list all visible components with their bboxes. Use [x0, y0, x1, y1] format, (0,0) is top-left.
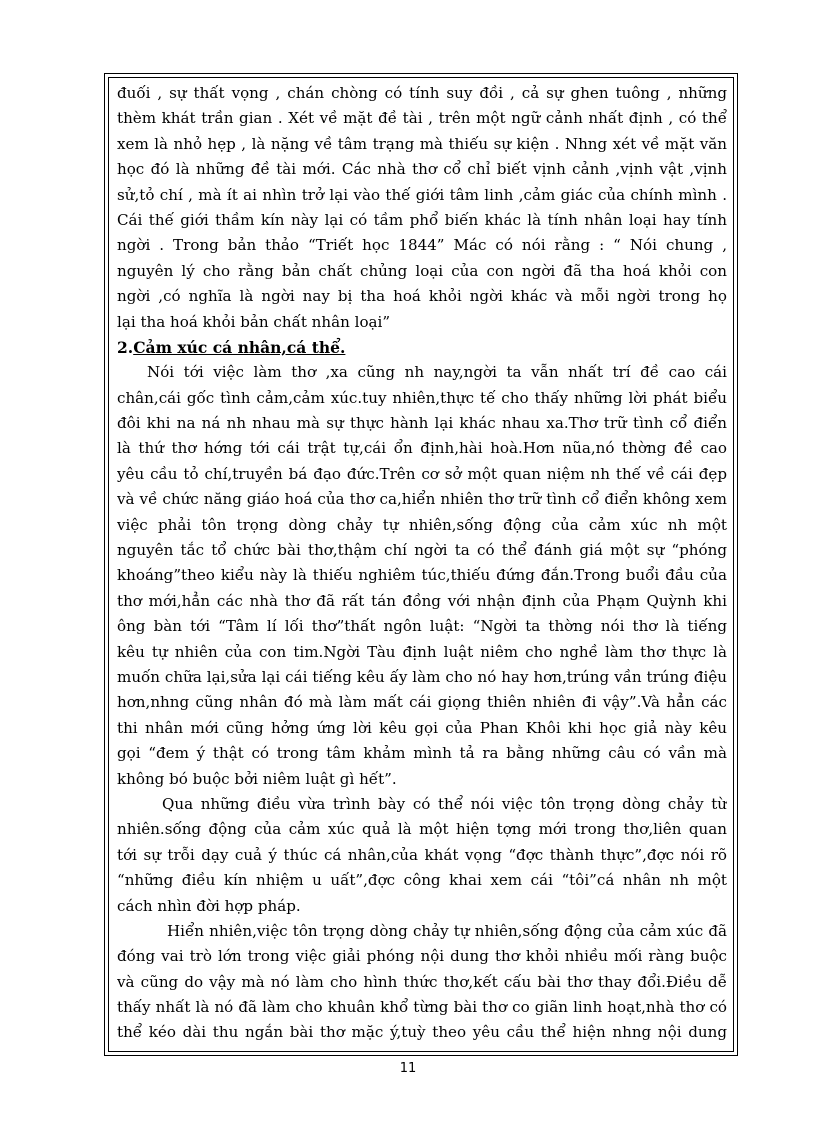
text-line: sử,tỏ chí , mà ít ai nhìn trở lại vào thế giới tâm linh ,cảm giác của chính mình . [117, 185, 727, 204]
paragraph-2 [117, 360, 727, 792]
paragraph-1 [117, 81, 727, 335]
section-title: Cảm xúc cá nhân,cá thể. [133, 337, 346, 357]
text-line: thể kéo dài thu ngắn bài thơ mặc ý,tuỳ theo yêu cầu thể hiện nhng nội dung [117, 1023, 727, 1042]
section-number: 2. [117, 337, 134, 357]
text-line: nguyên lý cho rằng bản chất chủng loại của con ngời đã tha hoá khỏi con [117, 261, 727, 280]
text-line: và về chức năng giáo hoá của thơ ca,hiển nhiên thơ trữ tình cổ điển không xem [117, 490, 727, 509]
text-line: thèm khát trần gian . Xét về mặt đề tài , trên một ngữ cảnh nhất định , có thể [117, 109, 727, 128]
text-line: Qua những điều vừa trình bày có thể nói việc tôn trọng dòng chảy từ [162, 794, 727, 813]
text-line: chân,cái gốc tình cảm,cảm xúc.tuy nhiên,thực tế cho thấy những lời phát biểu [117, 388, 727, 407]
text-line: việc phải tôn trọng dòng chảy tự nhiên,sống động của cảm xúc nh một [117, 515, 727, 534]
text-line: Nói tới việc làm thơ ,xa cũng nh nay,ngời ta vẫn nhất trí đề cao cái [147, 363, 727, 382]
document-body [117, 81, 727, 1046]
text-line: gọi “đem ý thật có trong tâm khảm mình tả ra bằng những câu có vần mà [117, 744, 727, 763]
text-line: đóng vai trò lớn trong việc giải phóng nội dung thơ khỏi nhiều mối ràng buộc [117, 947, 727, 966]
text-line: thi nhân mới cũng hởng ứng lời kêu gọi của Phan Khôi khi học giả này kêu [117, 718, 727, 737]
text-line: thơ mới,hẳn các nhà thơ đã rất tán đồng với nhận định của Phạm Quỳnh khi [117, 591, 727, 610]
text-line: không bó buộc bởi niêm luật gì hết”. [117, 769, 397, 788]
page-number: 11 [399, 1061, 417, 1076]
text-line: muốn chữa lại,sửa lại cái tiếng kêu ấy làm cho nó hay hơn,trúng vần trúng điệu [117, 667, 727, 686]
text-line: “những điều kín nhiệm u uất”,đợc công khai xem cái “tôi”cá nhân nh một [117, 871, 727, 890]
text-line: kêu tự nhiên của con tim.Ngời Tàu định luật niêm cho nghề làm thơ thực là [117, 642, 727, 661]
text-line: đuối , sự thất vọng , chán chòng có tính suy đồi , cả sự ghen tuông , những [117, 84, 727, 102]
text-line: thấy nhất là nó đã làm cho khuân khổ từng bài thơ co giãn linh hoạt,nhà thơ có [117, 998, 727, 1017]
text-line: khoáng”theo kiểu này là thiếu nghiêm túc,thiếu đứng đắn.Trong buổi đầu của [117, 566, 727, 585]
text-line: nhiên.sống động của cảm xúc quả là một hiện tợng mới trong thơ,liên quan [117, 820, 727, 839]
text-line: Hiển nhiên,việc tôn trọng dòng chảy tự nhiên,sống động của cảm xúc đã [167, 921, 727, 940]
text-line: xem là nhỏ hẹp , là nặng về tâm trạng mà thiếu sự kiện . Nhng xét về mặt văn [117, 134, 727, 153]
text-line: đôi khi na ná nh nhau mà sự thực hành lại khác nhau xa.Thơ trữ tình cổ điển [117, 414, 727, 433]
text-line: ngời . Trong bản thảo “Triết học 1844” Mác có nói rằng : “ Nói chung , [117, 236, 727, 255]
text-line: yêu cầu tỏ chí,truyền bá đạo đức.Trên cơ sở một quan niệm nh thế về cái đẹp [117, 464, 727, 483]
section-heading [117, 335, 727, 360]
text-line: là thứ thơ hớng tới cái trật tự,cái ổn định,hài hoà.Hơn nũa,nó thờng đề cao [117, 439, 727, 458]
text-line: lại tha hoá khỏi bản chất nhân loại” [117, 312, 391, 331]
text-line: tới sự trỗi dạy cuả ý thúc cá nhân,của khát vọng “đợc thành thực”,đợc nói rõ [117, 845, 727, 864]
text-line: học đó là những đề tài mới. Các nhà thơ cổ chỉ biết vịnh cảnh ,vịnh vật ,vịnh [117, 160, 727, 179]
text-line: cách nhìn đời hợp pháp. [117, 896, 301, 915]
text-line: Cái thế giới thầm kín này lại có tầm phổ biến khác là tính nhân loại hay tính [117, 210, 727, 229]
paragraph-3 [117, 792, 727, 919]
paragraph-4 [117, 919, 727, 1046]
text-line: ngời ,có nghĩa là ngời nay bị tha hoá khỏi ngời khác và mỗi ngời trong họ [117, 287, 727, 306]
text-line: và cũng do vậy mà nó làm cho hình thức thơ,kết cấu bài thơ thay đổi.Điều dễ [117, 972, 727, 991]
text-line: nguyên tắc tổ chức bài thơ,thậm chí ngời ta có thể đánh giá một sự “phóng [117, 541, 727, 560]
text-line: hơn,nhng cũng nhân đó mà làm mất cái giọng thiên nhiên đi vậy”.Và hẳn các [117, 693, 727, 712]
text-line: ông bàn tới “Tâm lí lối thơ”thất ngôn luật: “Ngời ta thờng nói thơ là tiếng [117, 617, 727, 636]
